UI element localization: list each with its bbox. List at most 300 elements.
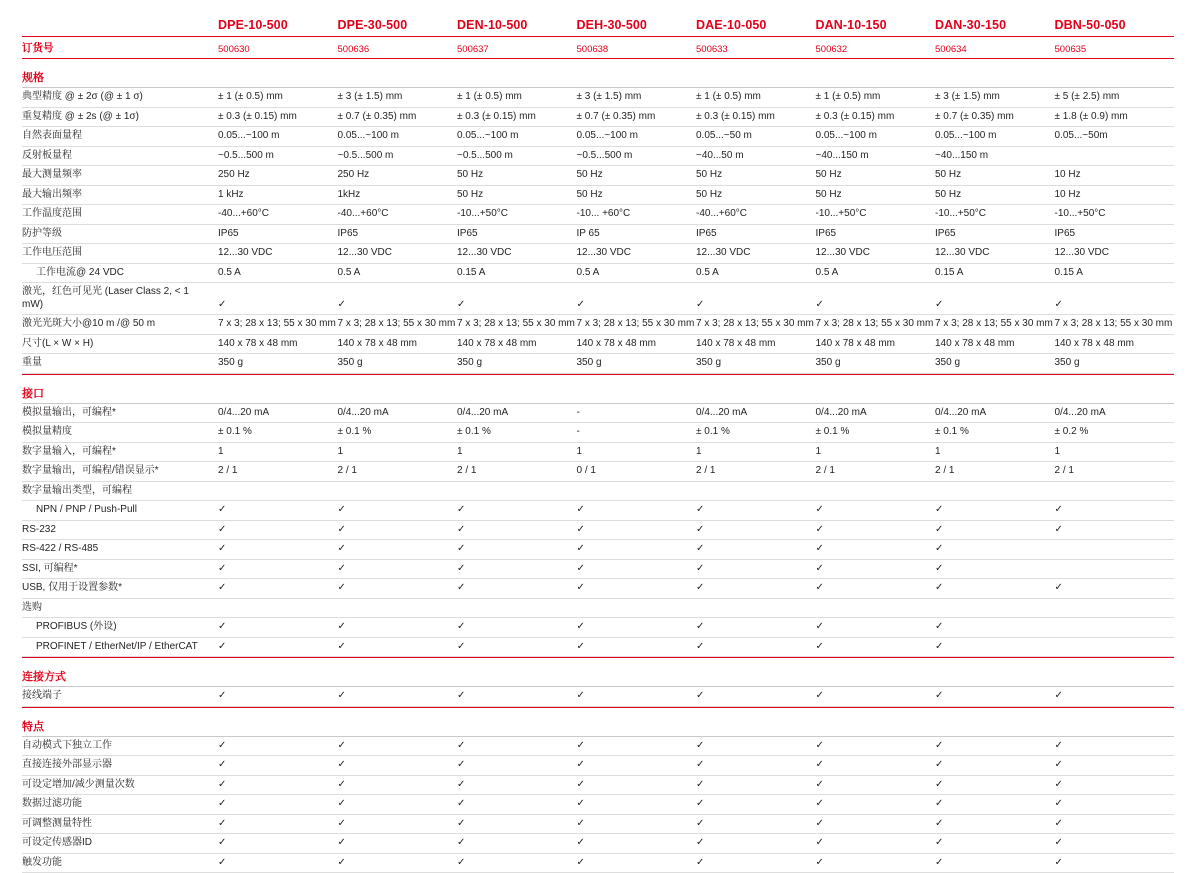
value-cell: 1 xyxy=(816,442,936,462)
value-cell: - xyxy=(577,403,697,423)
value-cell: 0.15 A xyxy=(1055,263,1175,283)
check-mark-cell: ✓ xyxy=(457,687,577,707)
row-label: 触发功能 xyxy=(22,853,218,873)
table-row xyxy=(22,205,1174,225)
order-number-value: 500637 xyxy=(457,44,489,55)
table-row xyxy=(22,795,1174,815)
check-mark-cell: ✓ xyxy=(577,501,697,521)
check-mark-cell: ✓ xyxy=(577,756,697,776)
check-mark-cell: ✓ xyxy=(816,283,936,315)
value-cell: 0.5 A xyxy=(816,263,936,283)
value-cell: 2 / 1 xyxy=(816,462,936,482)
table-row xyxy=(22,756,1174,776)
table-row xyxy=(22,185,1174,205)
table-row xyxy=(22,775,1174,795)
value-cell xyxy=(1055,481,1175,501)
row-label: 选购 xyxy=(22,598,218,618)
check-mark-cell: ✓ xyxy=(218,618,338,638)
row-label: 数字量输出，可编程/错误显示* xyxy=(22,462,218,482)
value-cell: ± 0.1 % xyxy=(218,423,338,443)
value-cell: 50 Hz xyxy=(816,166,936,186)
value-cell: ± 1 (± 0.5) mm xyxy=(696,88,816,108)
check-mark-cell: ✓ xyxy=(935,579,1055,599)
value-cell: 0.05...~100 m xyxy=(218,127,338,147)
value-cell: 50 Hz xyxy=(935,185,1055,205)
value-cell xyxy=(816,598,936,618)
value-cell xyxy=(1055,540,1175,560)
check-mark-cell: ✓ xyxy=(577,736,697,756)
check-mark-cell: ✓ xyxy=(935,775,1055,795)
value-cell: -10...+50°C xyxy=(457,205,577,225)
value-cell: ± 1 (± 0.5) mm xyxy=(816,88,936,108)
table-header-row xyxy=(22,18,1174,36)
check-mark-cell: ✓ xyxy=(338,736,458,756)
check-mark-cell: ✓ xyxy=(577,687,697,707)
row-label: 工作电压范围 xyxy=(22,244,218,264)
table-row xyxy=(22,618,1174,638)
check-mark-cell: ✓ xyxy=(1055,775,1175,795)
column-header-model: DPE-10-500 xyxy=(218,18,288,32)
check-mark-cell: ✓ xyxy=(577,540,697,560)
check-mark-cell: ✓ xyxy=(935,618,1055,638)
order-number-value: 500630 xyxy=(218,44,250,55)
table-row xyxy=(22,354,1174,374)
check-mark-cell: ✓ xyxy=(935,756,1055,776)
value-cell xyxy=(935,598,1055,618)
value-cell: 7 x 3; 28 x 13; 55 x 30 mm xyxy=(218,315,338,335)
value-cell: ± 0.7 (± 0.35) mm xyxy=(338,107,458,127)
section-title: 连接方式 xyxy=(22,671,66,683)
value-cell xyxy=(1055,146,1175,166)
value-cell: 50 Hz xyxy=(816,185,936,205)
check-mark-cell: ✓ xyxy=(1055,501,1175,521)
value-cell: 350 g xyxy=(457,354,577,374)
value-cell: 50 Hz xyxy=(577,185,697,205)
value-cell xyxy=(457,598,577,618)
check-mark-cell: ✓ xyxy=(218,637,338,657)
row-label: 最大测量频率 xyxy=(22,166,218,186)
order-number-value: 500632 xyxy=(815,44,848,55)
row-label: PROFINET / EtherNet/IP / EtherCAT xyxy=(22,637,218,657)
value-cell: ± 0.3 (± 0.15) mm xyxy=(457,107,577,127)
value-cell: 0.05...~50 m xyxy=(696,127,816,147)
value-cell: IP65 xyxy=(696,224,816,244)
value-cell xyxy=(1055,637,1175,657)
check-mark-cell: ✓ xyxy=(457,795,577,815)
check-mark-cell: ✓ xyxy=(218,814,338,834)
section-header-row xyxy=(22,707,1174,736)
value-cell: 50 Hz xyxy=(457,185,577,205)
check-mark-cell: ✓ xyxy=(935,520,1055,540)
value-cell: 1 xyxy=(218,442,338,462)
row-label: 反射板量程 xyxy=(22,146,218,166)
table-row xyxy=(22,107,1174,127)
table-row xyxy=(22,315,1174,335)
value-cell: 0 / 1 xyxy=(577,462,697,482)
value-cell: -10...+50°C xyxy=(935,205,1055,225)
value-cell: 140 x 78 x 48 mm xyxy=(1055,334,1175,354)
check-mark-cell: ✓ xyxy=(218,795,338,815)
section-title: 规格 xyxy=(22,72,44,84)
check-mark-cell: ✓ xyxy=(935,501,1055,521)
table-row xyxy=(22,501,1174,521)
table-row xyxy=(22,736,1174,756)
value-cell: 2 / 1 xyxy=(696,462,816,482)
value-cell: ± 0.3 (± 0.15) mm xyxy=(218,107,338,127)
specification-table xyxy=(22,18,1174,873)
value-cell: 350 g xyxy=(935,354,1055,374)
table-row xyxy=(22,263,1174,283)
table-row xyxy=(22,520,1174,540)
row-label: RS-232 xyxy=(22,520,218,540)
column-header-model: DPE-30-500 xyxy=(337,18,408,32)
table-row xyxy=(22,224,1174,244)
row-label: 重复精度 @ ± 2s (@ ± 1σ) xyxy=(22,107,218,127)
value-cell: IP65 xyxy=(935,224,1055,244)
value-cell xyxy=(816,481,936,501)
value-cell: 0.05...~100 m xyxy=(577,127,697,147)
value-cell: -10...+50°C xyxy=(1055,205,1175,225)
value-cell: -10... +60°C xyxy=(577,205,697,225)
table-row xyxy=(22,442,1174,462)
column-header-model: DAN-30-150 xyxy=(935,18,1007,32)
check-mark-cell: ✓ xyxy=(696,814,816,834)
value-cell: 140 x 78 x 48 mm xyxy=(696,334,816,354)
check-mark-cell: ✓ xyxy=(338,283,458,315)
value-cell: 7 x 3; 28 x 13; 55 x 30 mm xyxy=(457,315,577,335)
order-number-value: 500636 xyxy=(337,44,370,55)
value-cell: ± 0.1 % xyxy=(816,423,936,443)
section-header-row xyxy=(22,374,1174,403)
table-row xyxy=(22,88,1174,108)
value-cell: 350 g xyxy=(338,354,458,374)
check-mark-cell: ✓ xyxy=(935,559,1055,579)
section-header-row xyxy=(22,658,1174,687)
row-label: PROFIBUS (外设) xyxy=(22,618,218,638)
check-mark-cell: ✓ xyxy=(218,501,338,521)
row-label: 模拟量输出，可编程* xyxy=(22,403,218,423)
check-mark-cell: ✓ xyxy=(816,795,936,815)
value-cell: 1 xyxy=(696,442,816,462)
order-number-value: 500633 xyxy=(696,44,728,55)
value-cell: 12...30 VDC xyxy=(816,244,936,264)
check-mark-cell: ✓ xyxy=(696,736,816,756)
check-mark-cell: ✓ xyxy=(816,501,936,521)
check-mark-cell: ✓ xyxy=(218,853,338,873)
value-cell: 7 x 3; 28 x 13; 55 x 30 mm xyxy=(696,315,816,335)
value-cell: ± 0.7 (± 0.35) mm xyxy=(577,107,697,127)
check-mark-cell: ✓ xyxy=(457,618,577,638)
row-label: 激光，红色可见光 (Laser Class 2, < 1 mW) xyxy=(22,283,218,315)
value-cell: 0/4...20 mA xyxy=(696,403,816,423)
value-cell: 350 g xyxy=(816,354,936,374)
column-header-model: DEN-10-500 xyxy=(457,18,528,32)
value-cell xyxy=(218,598,338,618)
column-header-model: DAN-10-150 xyxy=(815,18,887,32)
row-label: 可设定传感器ID xyxy=(22,834,218,854)
check-mark-cell: ✓ xyxy=(816,579,936,599)
section-header-row xyxy=(22,59,1174,88)
value-cell: 1kHz xyxy=(338,185,458,205)
check-mark-cell: ✓ xyxy=(218,520,338,540)
value-cell: -40...+60°C xyxy=(218,205,338,225)
column-header-model: DBN-50-050 xyxy=(1054,18,1126,32)
check-mark-cell: ✓ xyxy=(577,775,697,795)
order-number-value: 500638 xyxy=(576,44,609,55)
value-cell: 0.5 A xyxy=(577,263,697,283)
value-cell: 140 x 78 x 48 mm xyxy=(457,334,577,354)
value-cell: 0/4...20 mA xyxy=(218,403,338,423)
row-label: 激光光斑大小@10 m /@ 50 m xyxy=(22,315,218,335)
check-mark-cell: ✓ xyxy=(816,618,936,638)
row-label: 防护等级 xyxy=(22,224,218,244)
check-mark-cell: ✓ xyxy=(816,520,936,540)
table-row xyxy=(22,423,1174,443)
row-label: 模拟量精度 xyxy=(22,423,218,443)
check-mark-cell: ✓ xyxy=(696,775,816,795)
check-mark-cell: ✓ xyxy=(338,520,458,540)
check-mark-cell: ✓ xyxy=(577,618,697,638)
value-cell: 7 x 3; 28 x 13; 55 x 30 mm xyxy=(935,315,1055,335)
value-cell: 0/4...20 mA xyxy=(338,403,458,423)
value-cell xyxy=(338,481,458,501)
check-mark-cell: ✓ xyxy=(218,834,338,854)
check-mark-cell: ✓ xyxy=(696,795,816,815)
table-row xyxy=(22,637,1174,657)
value-cell: 50 Hz xyxy=(457,166,577,186)
value-cell: 0.5 A xyxy=(218,263,338,283)
check-mark-cell: ✓ xyxy=(338,579,458,599)
table-row xyxy=(22,853,1174,873)
value-cell: 350 g xyxy=(696,354,816,374)
row-label: 可设定增加/减少测量次数 xyxy=(22,775,218,795)
value-cell: ~0.5...500 m xyxy=(577,146,697,166)
value-cell: 2 / 1 xyxy=(1055,462,1175,482)
value-cell: - xyxy=(577,423,697,443)
check-mark-cell: ✓ xyxy=(935,540,1055,560)
check-mark-cell: ✓ xyxy=(816,853,936,873)
check-mark-cell: ✓ xyxy=(338,687,458,707)
value-cell: ~0.5...500 m xyxy=(218,146,338,166)
spec-sheet xyxy=(0,18,1201,867)
value-cell: 12...30 VDC xyxy=(577,244,697,264)
check-mark-cell: ✓ xyxy=(1055,853,1175,873)
value-cell: ± 0.1 % xyxy=(696,423,816,443)
table-row xyxy=(22,244,1174,264)
value-cell: 350 g xyxy=(218,354,338,374)
row-label: 工作温度范围 xyxy=(22,205,218,225)
value-cell: ± 3 (± 1.5) mm xyxy=(935,88,1055,108)
table-row xyxy=(22,127,1174,147)
row-label: RS-422 / RS-485 xyxy=(22,540,218,560)
value-cell: 7 x 3; 28 x 13; 55 x 30 mm xyxy=(1055,315,1175,335)
table-row xyxy=(22,559,1174,579)
value-cell: 1 xyxy=(1055,442,1175,462)
value-cell: 12...30 VDC xyxy=(696,244,816,264)
row-label: 可调整测量特性 xyxy=(22,814,218,834)
value-cell: 350 g xyxy=(577,354,697,374)
value-cell: 10 Hz xyxy=(1055,185,1175,205)
check-mark-cell: ✓ xyxy=(577,834,697,854)
value-cell: 50 Hz xyxy=(696,166,816,186)
row-label: 接线端子 xyxy=(22,687,218,707)
value-cell: IP 65 xyxy=(577,224,697,244)
value-cell: 0.05...~100 m xyxy=(338,127,458,147)
value-cell: 10 Hz xyxy=(1055,166,1175,186)
check-mark-cell: ✓ xyxy=(816,814,936,834)
check-mark-cell: ✓ xyxy=(338,795,458,815)
section-title: 特点 xyxy=(22,720,44,733)
check-mark-cell: ✓ xyxy=(935,736,1055,756)
value-cell: 7 x 3; 28 x 13; 55 x 30 mm xyxy=(577,315,697,335)
check-mark-cell: ✓ xyxy=(338,618,458,638)
value-cell: 2 / 1 xyxy=(935,462,1055,482)
check-mark-cell: ✓ xyxy=(457,736,577,756)
check-mark-cell: ✓ xyxy=(338,540,458,560)
check-mark-cell: ✓ xyxy=(457,834,577,854)
check-mark-cell: ✓ xyxy=(696,834,816,854)
check-mark-cell: ✓ xyxy=(457,559,577,579)
check-mark-cell: ✓ xyxy=(577,579,697,599)
check-mark-cell: ✓ xyxy=(338,637,458,657)
value-cell: 12...30 VDC xyxy=(218,244,338,264)
check-mark-cell: ✓ xyxy=(577,814,697,834)
check-mark-cell: ✓ xyxy=(218,559,338,579)
check-mark-cell: ✓ xyxy=(218,736,338,756)
table-row xyxy=(22,579,1174,599)
check-mark-cell: ✓ xyxy=(816,775,936,795)
value-cell xyxy=(696,481,816,501)
table-row xyxy=(22,166,1174,186)
value-cell xyxy=(577,598,697,618)
check-mark-cell: ✓ xyxy=(338,834,458,854)
value-cell: 0.05...~100 m xyxy=(935,127,1055,147)
check-mark-cell: ✓ xyxy=(577,637,697,657)
check-mark-cell: ✓ xyxy=(696,618,816,638)
value-cell: 140 x 78 x 48 mm xyxy=(577,334,697,354)
check-mark-cell: ✓ xyxy=(696,520,816,540)
value-cell xyxy=(457,481,577,501)
value-cell: ± 0.7 (± 0.35) mm xyxy=(935,107,1055,127)
check-mark-cell: ✓ xyxy=(338,501,458,521)
value-cell: 50 Hz xyxy=(577,166,697,186)
value-cell: -10...+50°C xyxy=(816,205,936,225)
value-cell: IP65 xyxy=(1055,224,1175,244)
table-row xyxy=(22,481,1174,501)
value-cell: 50 Hz xyxy=(696,185,816,205)
check-mark-cell: ✓ xyxy=(218,579,338,599)
value-cell: ± 0.1 % xyxy=(457,423,577,443)
value-cell xyxy=(1055,559,1175,579)
value-cell: 50 Hz xyxy=(935,166,1055,186)
check-mark-cell: ✓ xyxy=(696,501,816,521)
check-mark-cell: ✓ xyxy=(816,559,936,579)
order-number-value: 500634 xyxy=(935,44,967,55)
check-mark-cell: ✓ xyxy=(1055,795,1175,815)
check-mark-cell: ✓ xyxy=(338,814,458,834)
value-cell: ± 0.1 % xyxy=(338,423,458,443)
check-mark-cell: ✓ xyxy=(1055,834,1175,854)
value-cell xyxy=(577,481,697,501)
check-mark-cell: ✓ xyxy=(696,637,816,657)
check-mark-cell: ✓ xyxy=(457,775,577,795)
check-mark-cell: ✓ xyxy=(696,687,816,707)
value-cell: IP65 xyxy=(457,224,577,244)
value-cell: 0.15 A xyxy=(935,263,1055,283)
value-cell: 1 kHz xyxy=(218,185,338,205)
check-mark-cell: ✓ xyxy=(816,540,936,560)
value-cell: 1 xyxy=(935,442,1055,462)
table-row xyxy=(22,403,1174,423)
order-number-row xyxy=(22,37,1174,59)
check-mark-cell: ✓ xyxy=(696,540,816,560)
value-cell xyxy=(218,481,338,501)
value-cell: 0.05...~100 m xyxy=(816,127,936,147)
value-cell: 2 / 1 xyxy=(338,462,458,482)
value-cell: ~0.5...500 m xyxy=(457,146,577,166)
check-mark-cell: ✓ xyxy=(935,853,1055,873)
table-row xyxy=(22,598,1174,618)
value-cell xyxy=(1055,598,1175,618)
table-row xyxy=(22,814,1174,834)
check-mark-cell: ✓ xyxy=(1055,814,1175,834)
check-mark-cell: ✓ xyxy=(577,853,697,873)
value-cell: ~40...150 m xyxy=(816,146,936,166)
check-mark-cell: ✓ xyxy=(935,283,1055,315)
check-mark-cell: ✓ xyxy=(338,775,458,795)
check-mark-cell: ✓ xyxy=(1055,756,1175,776)
row-label: 最大输出频率 xyxy=(22,185,218,205)
table-row xyxy=(22,146,1174,166)
table-row xyxy=(22,687,1174,707)
value-cell: 1 xyxy=(577,442,697,462)
check-mark-cell: ✓ xyxy=(816,687,936,707)
check-mark-cell: ✓ xyxy=(457,756,577,776)
order-number-value: 500635 xyxy=(1054,44,1087,55)
check-mark-cell: ✓ xyxy=(457,579,577,599)
check-mark-cell: ✓ xyxy=(218,756,338,776)
value-cell: 140 x 78 x 48 mm xyxy=(935,334,1055,354)
table-row xyxy=(22,834,1174,854)
value-cell: 250 Hz xyxy=(338,166,458,186)
value-cell: IP65 xyxy=(218,224,338,244)
check-mark-cell: ✓ xyxy=(577,795,697,815)
value-cell: ± 1 (± 0.5) mm xyxy=(218,88,338,108)
row-label: USB, 仅用于设置参数* xyxy=(22,579,218,599)
value-cell: ± 0.2 % xyxy=(1055,423,1175,443)
check-mark-cell: ✓ xyxy=(218,687,338,707)
value-cell: 12...30 VDC xyxy=(457,244,577,264)
check-mark-cell: ✓ xyxy=(935,687,1055,707)
value-cell: ~40...150 m xyxy=(935,146,1055,166)
check-mark-cell: ✓ xyxy=(577,520,697,540)
check-mark-cell: ✓ xyxy=(338,559,458,579)
column-header-model: DEH-30-500 xyxy=(576,18,647,32)
value-cell: 0.05...~50m xyxy=(1055,127,1175,147)
value-cell xyxy=(935,481,1055,501)
check-mark-cell: ✓ xyxy=(1055,736,1175,756)
value-cell: 0.05...~100 m xyxy=(457,127,577,147)
check-mark-cell: ✓ xyxy=(457,540,577,560)
check-mark-cell: ✓ xyxy=(816,637,936,657)
value-cell: -40...+60°C xyxy=(696,205,816,225)
check-mark-cell: ✓ xyxy=(1055,687,1175,707)
value-cell xyxy=(338,598,458,618)
row-label: 重量 xyxy=(22,354,218,374)
value-cell: 0.5 A xyxy=(338,263,458,283)
check-mark-cell: ✓ xyxy=(696,853,816,873)
value-cell: ± 0.3 (± 0.15) mm xyxy=(816,107,936,127)
